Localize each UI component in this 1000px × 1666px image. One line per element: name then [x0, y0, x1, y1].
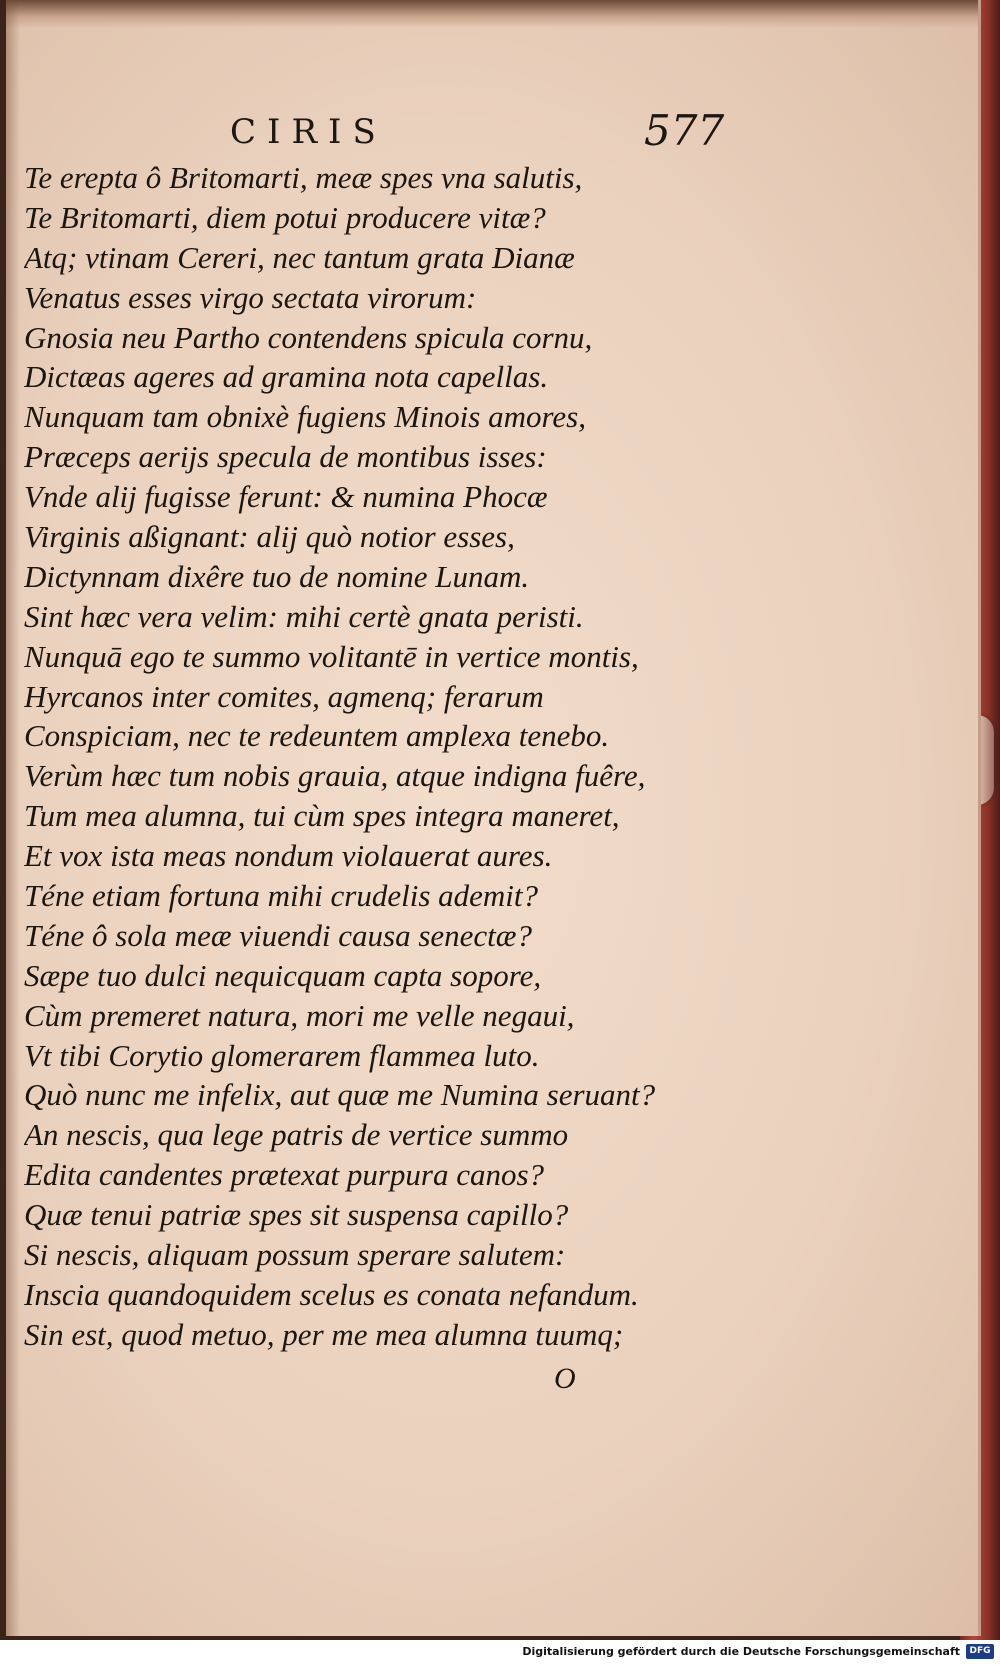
running-title: CIRIS: [230, 112, 387, 152]
page-number: 577: [644, 106, 725, 155]
verse-line: Sæpe tuo dulci nequicquam capta sopore,: [24, 957, 542, 993]
verse-line: Cùm premeret natura, mori me velle negaui,: [24, 997, 575, 1033]
verse-line: Téne ô sola meæ viuendi causa senectæ?: [24, 917, 532, 953]
verse-block: [24, 158, 954, 1355]
verse-line: Verùm hæc tum nobis grauia, atque indigna fuêre,: [24, 758, 646, 794]
verse-line: Virginis aßignant: alij quò notior esses,: [24, 519, 515, 555]
verse-line: Venatus esses virgo sectata virorum:: [24, 279, 477, 315]
running-head: [6, 108, 978, 158]
verse-line: Tum mea alumna, tui cùm spes integra maneret,: [24, 798, 620, 834]
verse-line: Te erepta ô Britomarti, meæ spes vna salutis,: [24, 160, 583, 195]
verse-line: Vnde alij fugisse ferunt: & numina Phocæ: [24, 479, 548, 515]
verse-line: Hyrcanos inter comites, agmenq; ferarum: [24, 678, 544, 714]
verse-line: Et vox ista meas nondum violauerat aures.: [24, 838, 553, 874]
verse-line: Quò nunc me infelix, aut quæ me Numina seruant?: [24, 1077, 656, 1113]
verse-line: Nunquā ego te summo volitantē in vertice montis,: [24, 638, 639, 674]
verse-line: Edita candentes prætexat purpura canos?: [24, 1157, 545, 1193]
funding-credit: Digitalisierung gefördert durch die Deutsche Forschungsgemeinschaft: [522, 1645, 960, 1658]
verse-line: Quæ tenui patriæ spes sit suspensa capillo?: [24, 1197, 569, 1233]
verse-line: Nunquam tam obnixè fugiens Minois amores,: [24, 399, 586, 435]
verse-line: Atq; vtinam Cereri, nec tantum grata Dianæ: [24, 239, 575, 275]
page-leaf: [6, 0, 981, 1636]
verse-line: Vt tibi Corytio glomerarem flammea luto.: [24, 1037, 540, 1073]
footer-bar: [0, 1640, 1000, 1666]
verse-line: Sin est, quod metuo, per me mea alumna tuumq;: [24, 1316, 624, 1352]
verse-line: Conspiciam, nec te redeuntem amplexa tenebo.: [24, 718, 610, 754]
verse-line: Téne etiam fortuna mihi crudelis ademit?: [24, 878, 539, 914]
dfg-logo-icon: DFG: [966, 1644, 994, 1659]
page-gutter-shadow: [6, 0, 20, 1636]
verse-line: An nescis, qua lege patris de vertice summo: [24, 1117, 569, 1153]
verse-line: Sint hæc vera velim: mihi certè gnata peristi.: [24, 598, 584, 634]
verse-line: Te Britomarti, diem potui producere vitæ?: [24, 199, 546, 235]
verse-line: Si nescis, aliquam possum sperare salutem:: [24, 1237, 566, 1273]
verse-line: Gnosia neu Partho contendens spicula cornu,: [24, 319, 593, 355]
page-top-shadow: [6, 0, 978, 28]
verse-line: Inscia quandoquidem scelus es conata nefandum.: [24, 1276, 639, 1312]
verse-line: Præceps aerijs specula de montibus isses:: [24, 439, 547, 475]
verse-line: Dictæas ageres ad gramina nota capellas.: [24, 359, 549, 395]
verse-line: Dictynnam dixêre tuo de nomine Lunam.: [24, 558, 530, 594]
catchword: O: [554, 1362, 576, 1395]
